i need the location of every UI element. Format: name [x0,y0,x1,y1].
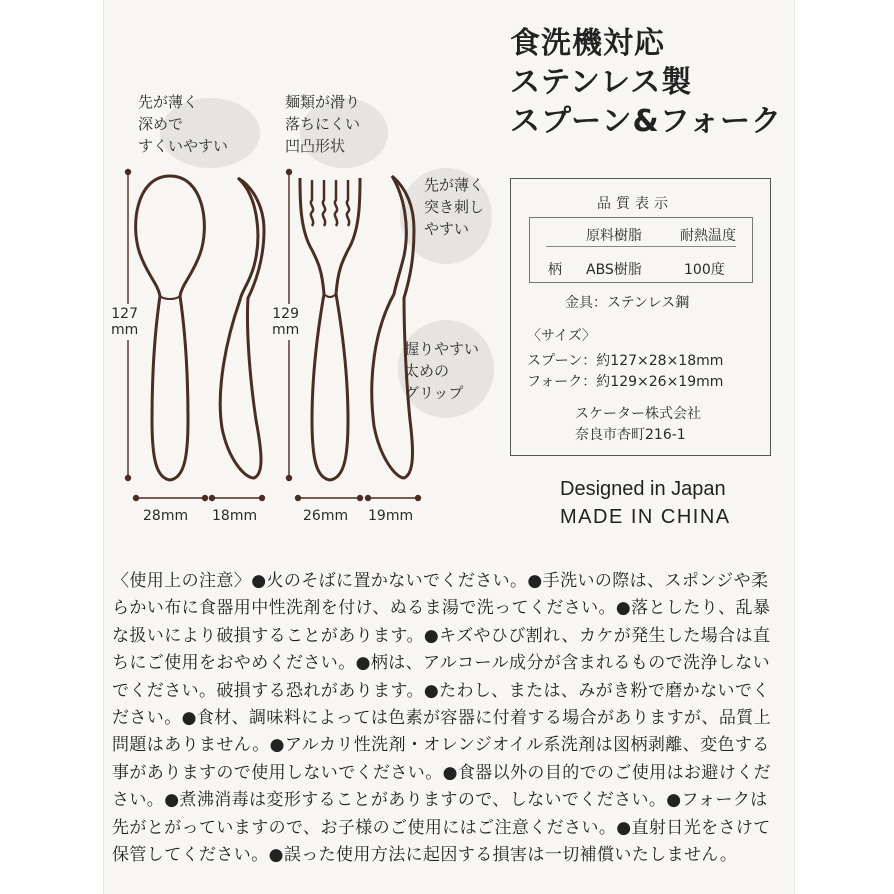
size-heading: 〈サイズ〉 [527,328,596,344]
designed-in-japan: Designed in Japan [560,478,726,500]
dim-spoon-width: 28mm [143,508,189,524]
feature-spoon-tip: 先が薄く 深めで すくいやすい [138,93,229,155]
size-spoon: スプーン：約127×28×18mm [527,353,724,369]
fork-tine [323,180,325,226]
size-fork: フォーク：約129×26×19mm [527,374,724,390]
usage-notes: 〈使用上の注意〉●火のそばに置かないでください。●手洗いの際は、スポンジや柔らかい布に食器用中性洗剤を付け、ぬるま湯で洗ってください。●落としたり、乱暴な扱いにより破損することがあります。●キズやひび割れ、カケが発生した場合は直ちにご使用をおやめください。●柄は、アルコール成分が含まれるもので洗浄しないでください。破損する恐れがあります。●たわし、または、みがき粉で磨かないでください。●食材、調味料によっては色素が容器に付着する場合がありますが、品質上問題はありません。●アルカリ性洗剤・オレンジオイル系洗剤は図柄剥離、変色する事がありますので使用しないでください。●食器以外の目的でのご使用はお避けください。●煮沸消毒は変形することがありますので、しないでください。●フォークは先がとがっていますので、お子様のご使用にはご注意ください。●直射日光をさけて保管してください。●誤った使用方法に起因する損害は一切補償いたしません。 [112,571,772,866]
col-heat: 耐熱温度 [680,228,736,244]
quality-label-box [510,178,771,456]
dim-spoon-depth: 18mm [212,508,258,524]
dim-spoon-length: 127 mm [111,306,139,338]
dim-fork-width: 26mm [303,508,349,524]
fork-tine [347,180,349,226]
feature-fork-grooves: 麺類が滑り 落ちにくい 凹凸形状 [285,93,361,155]
fork-tine [335,180,337,226]
fork-grip-line [324,294,336,297]
dim-fork-length: 129 mm [272,306,300,338]
title-line-1: 食洗機対応 [510,26,665,61]
material-table [529,217,753,283]
fork-front [300,178,360,480]
quality-heading: 品質表示 [597,196,673,212]
company-address: 奈良市杏町216-1 [575,427,686,443]
made-in-china: MADE IN CHINA [560,506,731,528]
row-material: ABS樹脂 [586,262,642,278]
spoon-side [220,178,264,478]
spoon-front [136,176,205,480]
dim-fork-depth: 19mm [368,508,414,524]
row-heat: 100度 [684,262,725,278]
table-divider [546,246,736,247]
fork-side [372,176,414,478]
feature-grip: 握りやすい 太めの グリップ [404,340,480,402]
company-name: スケーター株式会社 [575,406,701,422]
spoon-grip-line [160,296,180,299]
title-line-3: スプーン&フォーク [510,104,783,139]
fork-tine [311,180,313,226]
metal-spec: 金具：ステンレス鋼 [565,295,690,311]
feature-fork-tip: 先が薄く 突き刺し やすい [424,176,485,238]
title-line-2: ステンレス製 [510,65,693,100]
row-part: 柄 [548,262,562,278]
col-material: 原料樹脂 [586,228,642,244]
